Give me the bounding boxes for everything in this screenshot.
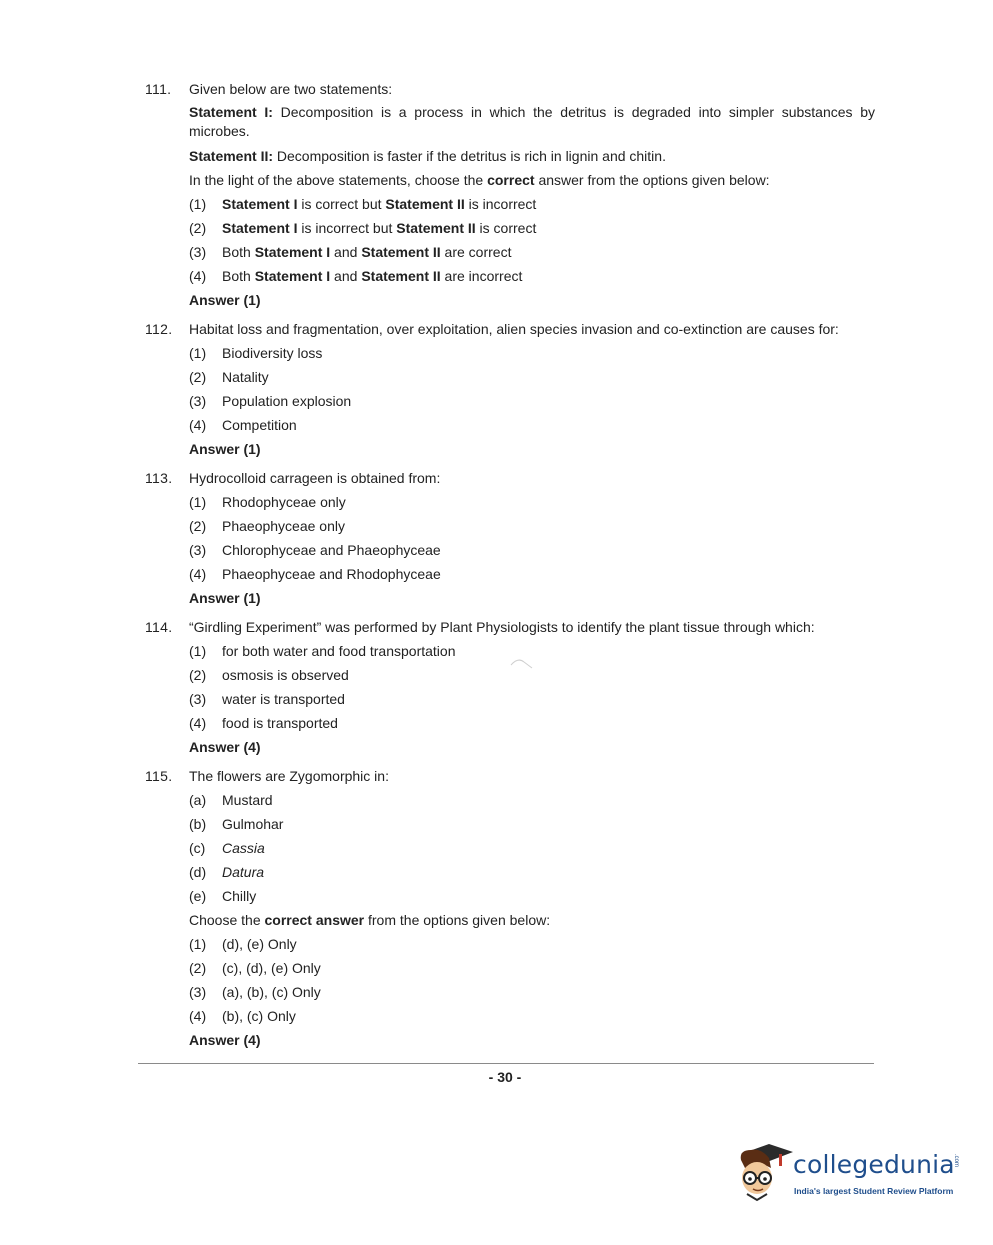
logo-domain-suffix: .com [953,1154,959,1168]
statement-1-label: Statement I: [189,104,273,120]
option-label: (1) [189,936,207,952]
item-label: (c) [189,840,206,856]
item-text: Gulmohar [222,816,284,832]
item-c [189,836,875,860]
option-1 [189,341,875,365]
item-label: (a) [189,792,207,808]
option-4 [189,1004,875,1028]
option-3 [189,389,875,413]
option-label: (2) [189,667,207,683]
option-label: (2) [189,369,207,385]
option-label: (1) [189,643,207,659]
item-d [189,860,875,884]
option-text: Phaeophyceae and Rhodophyceae [222,566,441,582]
question-stem: Habitat loss and fragmentation, over exploitation, alien species invasion and co-extinction are causes for: [189,321,839,337]
option-text: osmosis is observed [222,667,349,683]
option-3 [189,980,875,1004]
item-label: (e) [189,888,207,904]
option-label: (4) [189,566,207,582]
answer: Answer (1) [189,292,261,308]
question-instruction: Choose the correct answer from the options given below: [189,912,551,928]
option-text: Population explosion [222,393,352,409]
option-label: (1) [189,196,207,212]
option-text: Chlorophyceae and Phaeophyceae [222,542,441,558]
option-text: Competition [222,417,297,433]
question-number: 114. [145,619,173,635]
option-1 [189,192,875,216]
answer: Answer (4) [189,739,261,755]
question-number: 113. [145,470,173,486]
option-text: Natality [222,369,269,385]
option-text: Both Statement I and Statement II are correct [222,244,512,260]
option-text: (d), (e) Only [222,936,297,952]
option-2 [189,216,875,240]
item-label: (d) [189,864,207,880]
question-114 [145,615,875,759]
item-text: Chilly [222,888,257,904]
option-text: for both water and food transportation [222,643,456,659]
option-text: Biodiversity loss [222,345,323,361]
question-113 [145,466,875,610]
scan-smudge [510,656,534,670]
question-intro: Given below are two statements: [189,81,393,97]
option-label: (4) [189,715,207,731]
option-text: Both Statement I and Statement II are incorrect [222,268,523,284]
collegedunia-logo[interactable] [735,1138,965,1208]
option-label: (3) [189,393,207,409]
logo-tagline: India's largest Student Review Platform [794,1186,954,1196]
page-number: - 30 - [488,1069,522,1085]
option-2 [189,514,875,538]
option-1 [189,490,875,514]
question-111 [145,77,875,312]
option-label: (4) [189,417,207,433]
question-number: 111. [145,81,172,97]
option-label: (3) [189,244,207,260]
logo-wordmark: collegedunia [793,1150,955,1179]
footer-divider [138,1063,874,1064]
option-4 [189,264,875,288]
item-text: Cassia [222,840,265,856]
option-4 [189,711,875,735]
question-instruction: In the light of the above statements, choose the correct answer from the options given below: [189,172,770,188]
statement-2-text: Decomposition is faster if the detritus is rich in lignin and chitin. [273,148,666,164]
option-label: (2) [189,960,207,976]
item-text: Mustard [222,792,273,808]
option-3 [189,687,875,711]
option-label: (2) [189,220,207,236]
item-text: Datura [222,864,265,880]
option-label: (4) [189,268,207,284]
option-text: water is transported [222,691,345,707]
question-number: 112. [145,321,173,337]
option-3 [189,538,875,562]
option-label: (1) [189,345,207,361]
option-label: (3) [189,984,207,1000]
answer: Answer (4) [189,1032,261,1048]
question-list [145,77,875,1057]
question-112 [145,317,875,461]
question-stem: “Girdling Experiment” was performed by Plant Physiologists to identify the plant tissue through which: [189,619,815,635]
option-4 [189,562,875,586]
option-2 [189,956,875,980]
statement-1 [189,101,875,144]
item-a [189,788,875,812]
option-label: (3) [189,542,207,558]
option-label: (2) [189,518,207,534]
option-text: Phaeophyceae only [222,518,345,534]
option-label: (4) [189,1008,207,1024]
question-stem: Hydrocolloid carrageen is obtained from: [189,470,441,486]
option-text: Statement I is incorrect but Statement II is correct [222,220,537,236]
question-115 [145,764,875,1052]
option-3 [189,240,875,264]
option-text: (b), (c) Only [222,1008,296,1024]
option-2 [189,365,875,389]
item-label: (b) [189,816,207,832]
option-text: Rhodophyceae only [222,494,346,510]
option-label: (1) [189,494,207,510]
option-text: Statement I is correct but Statement II is incorrect [222,196,537,212]
option-label: (3) [189,691,207,707]
option-text: (c), (d), (e) Only [222,960,321,976]
option-1 [189,932,875,956]
answer: Answer (1) [189,441,261,457]
statement-2-label: Statement II: [189,148,274,164]
option-text: food is transported [222,715,338,731]
question-stem: The flowers are Zygomorphic in: [189,768,389,784]
item-e [189,884,875,908]
option-4 [189,413,875,437]
question-number: 115. [145,768,173,784]
option-text: (a), (b), (c) Only [222,984,321,1000]
answer: Answer (1) [189,590,261,606]
statement-2 [189,144,875,168]
item-b [189,812,875,836]
mascot-icon [735,1138,793,1202]
statement-1-text: Decomposition is a process in which the detritus is degraded into simpler substances by microbes. [189,104,876,139]
